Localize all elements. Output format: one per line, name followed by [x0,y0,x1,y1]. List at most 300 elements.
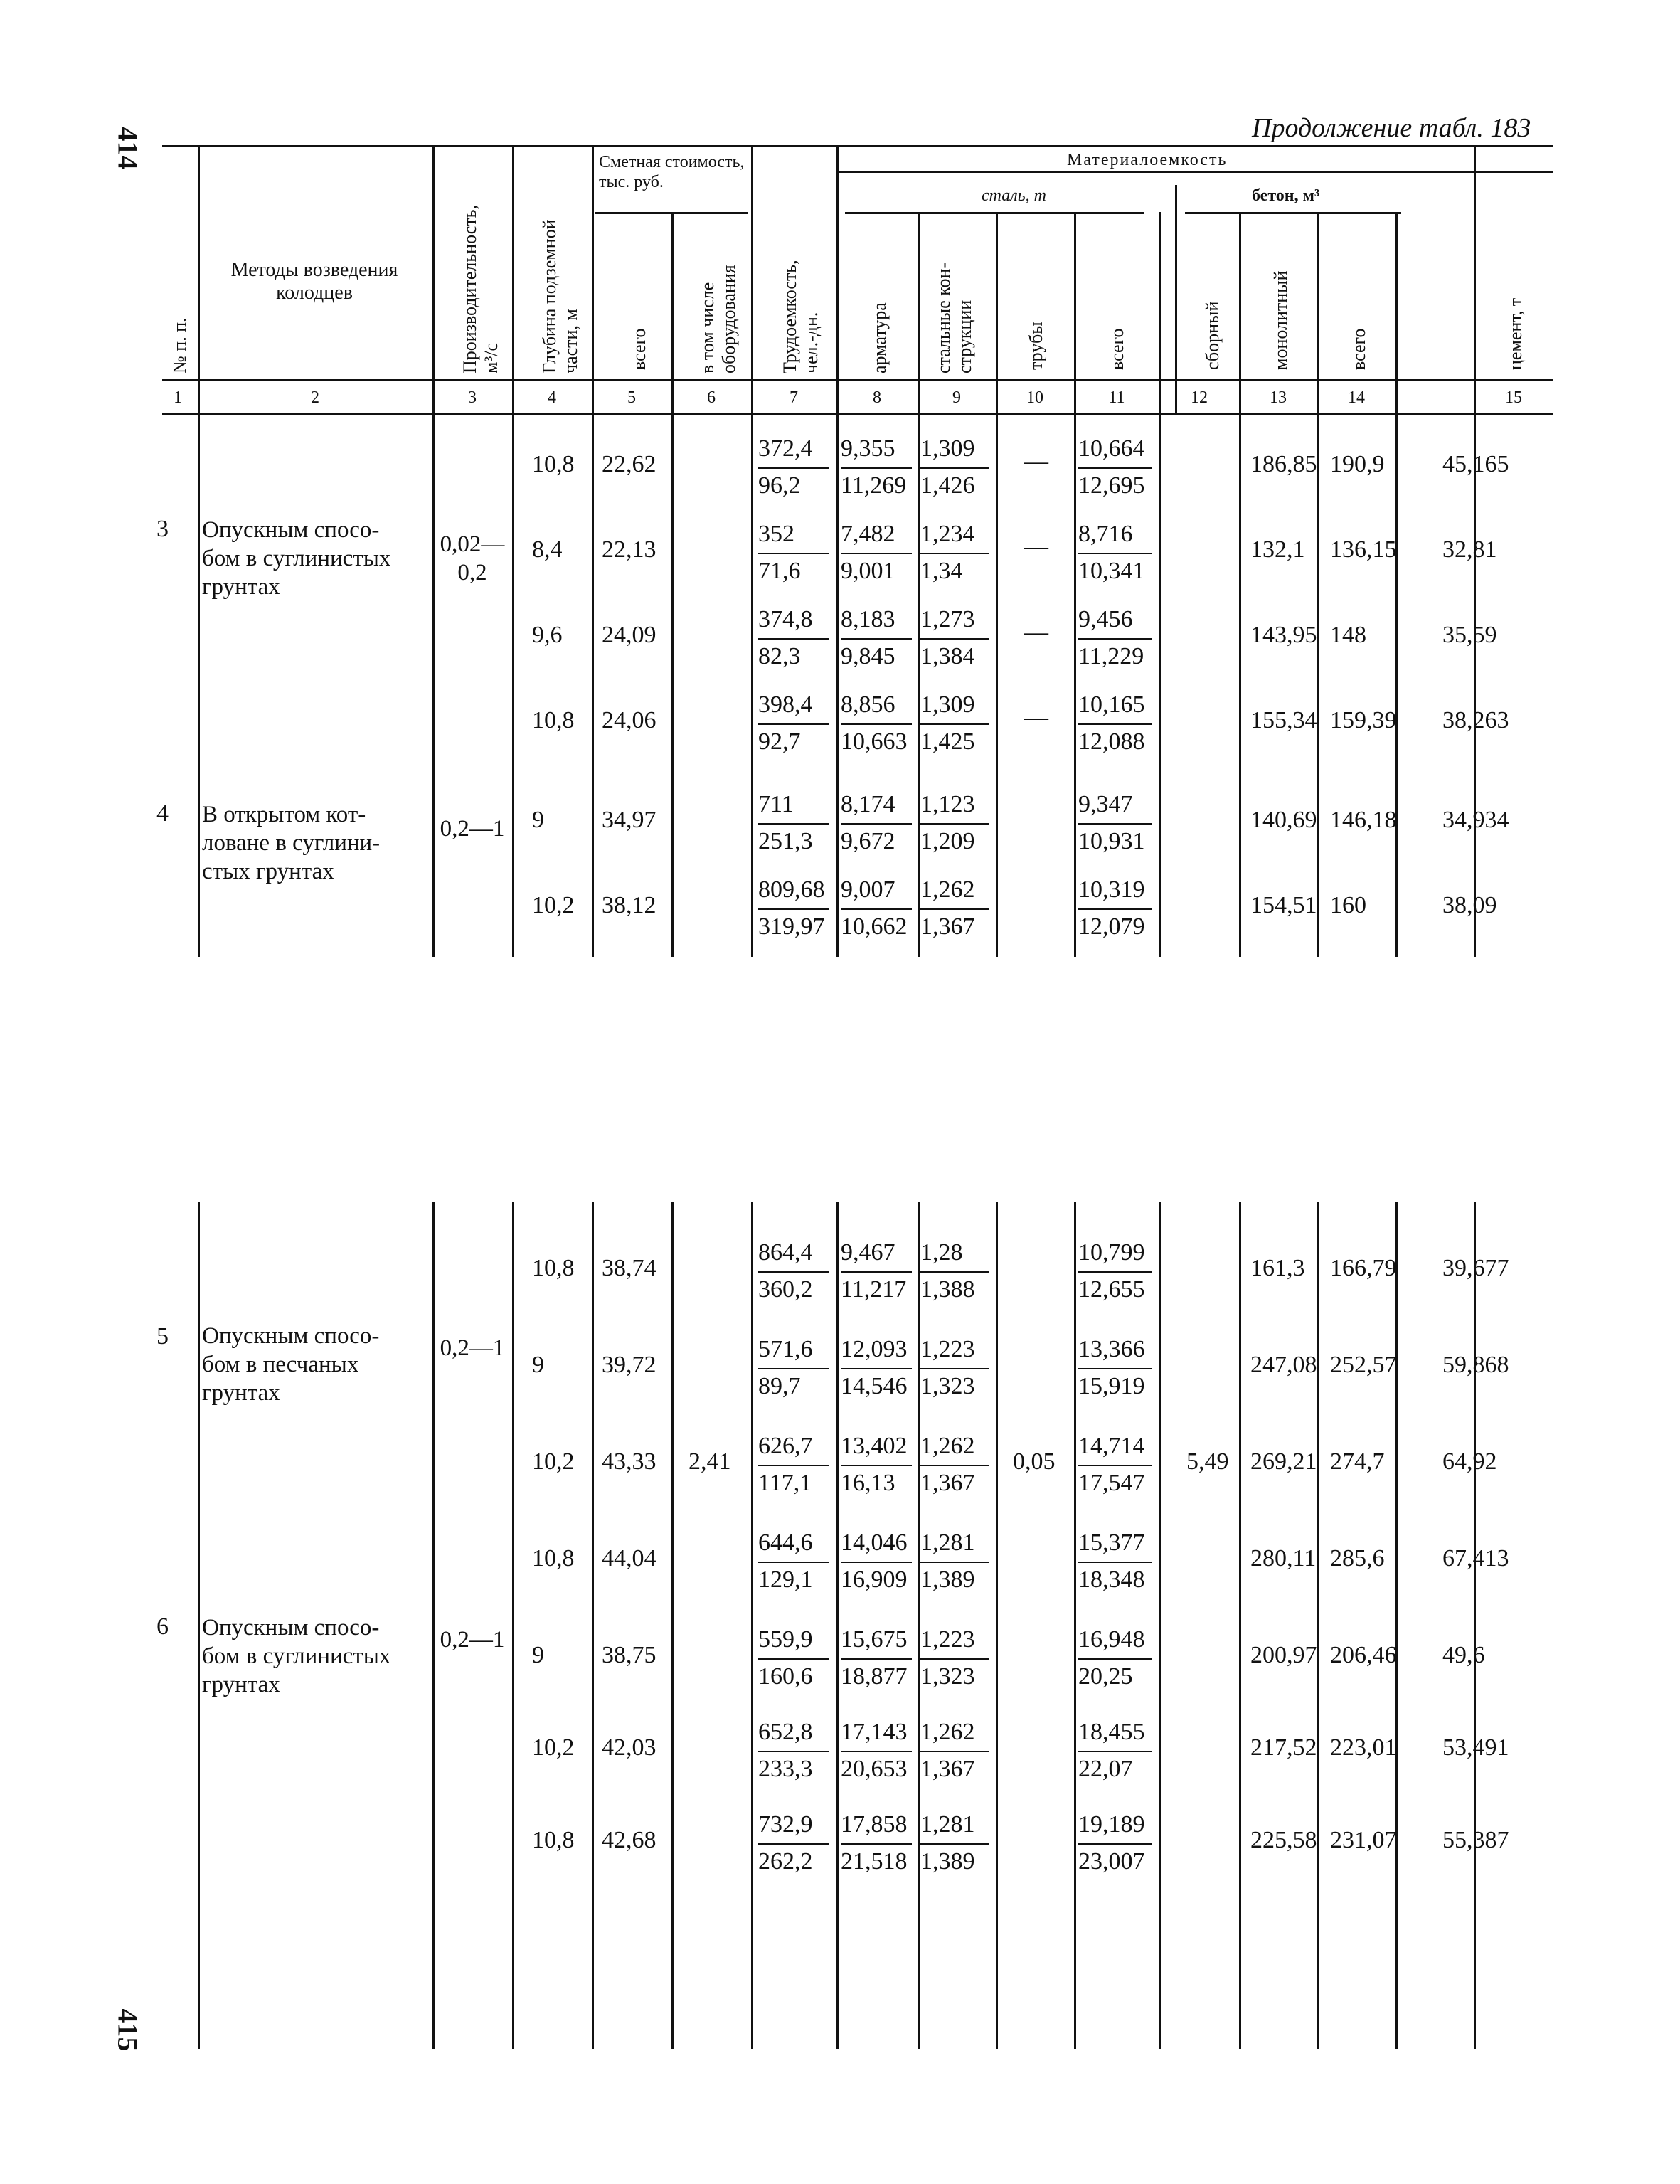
depth-value: 9 [532,807,544,833]
steel-structures-value-underline [920,467,989,469]
body-column-line [592,414,594,957]
concrete-total-value: 274,7 [1330,1448,1385,1475]
cost-value: 24,09 [602,622,656,648]
depth-value: 10,8 [532,1255,575,1281]
column-number: 13 [1270,388,1287,407]
steel-structures-value-underline [920,1562,989,1563]
body-column-line [1159,414,1161,957]
body-column-line [1395,414,1398,957]
cost-value: 24,06 [602,707,656,733]
steel-structures-value-bottom: 1,323 [920,1373,975,1399]
cement-value: 39,677 [1442,1255,1509,1281]
labor-value-underline [758,1658,829,1660]
header-divider [1239,212,1241,413]
productivity-value: 0,02— 0,2 [440,531,505,585]
column-number: 3 [468,388,477,407]
header-divider [198,145,200,413]
cost-value: 42,03 [602,1734,656,1761]
monolithic-value: 155,34 [1250,707,1317,733]
column-number: 6 [707,388,716,407]
body-column-line [1395,1202,1398,2049]
pipes-value: — [1024,704,1048,731]
steel-structures-value-bottom: 1,209 [920,828,975,854]
steel-total-value-underline [1078,553,1152,554]
labor-value-bottom: 251,3 [758,828,813,854]
header-divider [751,145,753,413]
reinforcement-value-top: 9,007 [841,876,895,903]
concrete-total-value: 136,15 [1330,536,1397,563]
steel-total-value-bottom: 12,695 [1078,472,1145,499]
column-number: 14 [1348,388,1365,407]
header-divider [1474,145,1476,413]
monolithic-value: 225,58 [1250,1827,1317,1853]
monolithic-value: 140,69 [1250,807,1317,833]
reinforcement-value-top: 7,482 [841,521,895,547]
steel-structures-value-underline [920,1465,989,1466]
labor-value-underline [758,1843,829,1845]
reinforcement-value-bottom: 9,845 [841,643,895,669]
labor-value-underline [758,1562,829,1563]
reinforcement-value-top: 14,046 [841,1530,908,1556]
header-divider [1395,212,1398,413]
reinforcement-value-bottom: 20,653 [841,1756,908,1782]
steel-structures-value-bottom: 1,388 [920,1276,975,1303]
header-steel-group: сталь, т [982,186,1046,205]
cement-value: 49,6 [1442,1642,1485,1668]
reinforcement-value-top: 13,402 [841,1433,908,1459]
reinforcement-value-underline [841,1658,912,1660]
body-column-line [1239,414,1241,957]
depth-value: 10,2 [532,1734,575,1761]
row-number: 3 [156,516,169,542]
reinforcement-value-top: 12,093 [841,1336,908,1362]
body-column-line [996,414,998,957]
labor-value-underline [758,1271,829,1273]
productivity-value: 0,2—1 [440,1627,505,1653]
concrete-total-value: 159,39 [1330,707,1397,733]
steel-total-value-underline [1078,638,1152,640]
reinforcement-value-underline [841,908,912,910]
monolithic-value: 280,11 [1250,1545,1317,1571]
steel-total-value-top: 14,714 [1078,1433,1145,1459]
cement-value: 32,81 [1442,536,1497,563]
concrete-total-value: 252,57 [1330,1352,1397,1378]
steel-structures-value-top: 1,309 [920,691,975,718]
page-number-bottom: 415 [112,2008,144,2052]
steel-total-value-bottom: 20,25 [1078,1663,1133,1690]
steel-rule [845,212,1144,214]
steel-total-value-underline [1078,1658,1152,1660]
monolithic-value: 200,97 [1250,1642,1317,1668]
steel-structures-value-bottom: 1,367 [920,1756,975,1782]
productivity-value: 0,2—1 [440,1335,505,1361]
header-productivity: Производительность, м³/с [459,204,501,373]
reinforcement-value-underline [841,823,912,825]
header-concrete-group: бетон, м³ [1252,186,1320,205]
cost-value: 42,68 [602,1827,656,1853]
concrete-total-value: 148 [1330,622,1366,648]
reinforcement-value-bottom: 9,672 [841,828,895,854]
steel-total-value-top: 15,377 [1078,1530,1145,1556]
steel-structures-value-underline [920,638,989,640]
labor-value-top: 571,6 [758,1336,813,1362]
monolithic-value: 143,95 [1250,622,1317,648]
labor-value-top: 711 [758,791,794,817]
labor-value-bottom: 262,2 [758,1848,813,1875]
labor-value-underline [758,1465,829,1466]
concrete-total-value: 223,01 [1330,1734,1397,1761]
productivity-value: 0,2—1 [440,816,505,842]
monolithic-value: 161,3 [1250,1255,1305,1281]
header-divider [432,145,435,413]
steel-structures-value-underline [920,1751,989,1752]
steel-total-value-top: 10,799 [1078,1239,1145,1266]
column-number: 8 [873,388,881,407]
steel-structures-value-top: 1,223 [920,1626,975,1653]
steel-total-value-top: 8,716 [1078,521,1133,547]
monolithic-value: 247,08 [1250,1352,1317,1378]
body-column-line [1239,1202,1241,2049]
steel-structures-value-bottom: 1,34 [920,558,963,584]
reinforcement-value-bottom: 14,546 [841,1373,908,1399]
steel-structures-value-bottom: 1,389 [920,1567,975,1593]
reinforcement-value-bottom: 11,217 [841,1276,907,1303]
reinforcement-value-top: 9,467 [841,1239,895,1266]
reinforcement-value-bottom: 18,877 [841,1663,908,1690]
steel-total-value-underline [1078,908,1152,910]
reinforcement-value-underline [841,723,912,725]
header-cost-group: Сметная стоимость, тыс. руб. [599,153,745,191]
depth-value: 10,8 [532,1545,575,1571]
labor-value-top: 864,4 [758,1239,813,1266]
column-number: 5 [627,388,636,407]
concrete-total-value: 160 [1330,892,1366,918]
table-caption: Продолжение табл. 183 [1252,113,1531,143]
body-column-line [198,414,200,957]
steel-structures-value-top: 1,123 [920,791,975,817]
cement-value: 35,59 [1442,622,1497,648]
steel-total-value-top: 16,948 [1078,1626,1145,1653]
body-column-line [1474,1202,1476,2049]
steel-structures-value-top: 1,262 [920,1433,975,1459]
labor-value-underline [758,908,829,910]
reinforcement-value-underline [841,1751,912,1752]
header-divider [1317,212,1319,413]
steel-structures-value-bottom: 1,425 [920,728,975,755]
pipes-value: — [1024,448,1048,475]
steel-total-value-top: 19,189 [1078,1811,1145,1838]
header-concrete-total: всего [1349,328,1369,370]
column-number: 4 [548,388,556,407]
monolithic-value: 269,21 [1250,1448,1317,1475]
labor-value-top: 809,68 [758,876,825,903]
labor-value-underline [758,1368,829,1369]
body-column-line [198,1202,200,2049]
labor-value-bottom: 160,6 [758,1663,813,1690]
steel-total-value-underline [1078,1368,1152,1369]
cement-value: 53,491 [1442,1734,1509,1761]
cost-value: 43,33 [602,1448,656,1475]
header-cost-total: всего [629,328,649,370]
page-number-top: 414 [112,127,144,170]
steel-total-value-top: 9,456 [1078,606,1133,632]
body-column-line [432,414,435,957]
cost-value: 22,13 [602,536,656,563]
header-bottom-rule [162,379,1553,381]
depth-value: 10,8 [532,1827,575,1853]
header-divider [1074,212,1076,413]
body-column-line [512,1202,514,2049]
reinforcement-value-underline [841,553,912,554]
steel-total-value-underline [1078,1751,1152,1752]
cement-value: 59,868 [1442,1352,1509,1378]
steel-total-value-underline [1078,723,1152,725]
labor-value-bottom: 360,2 [758,1276,813,1303]
steel-structures-value-underline [920,908,989,910]
steel-structures-value-underline [920,823,989,825]
column-number: 1 [174,388,182,407]
steel-total-value-underline [1078,1465,1152,1466]
body-column-line [432,1202,435,2049]
steel-structures-value-top: 1,234 [920,521,975,547]
steel-structures-value-underline [920,553,989,554]
cost-value: 38,75 [602,1642,656,1668]
labor-value-top: 732,9 [758,1811,813,1838]
cost-value: 34,97 [602,807,656,833]
steel-structures-value-bottom: 1,323 [920,1663,975,1690]
steel-structures-value-top: 1,309 [920,435,975,462]
steel-structures-value-top: 1,281 [920,1530,975,1556]
steel-total-value-bottom: 12,079 [1078,913,1145,940]
body-column-line [1317,1202,1319,2049]
monolithic-value: 186,85 [1250,451,1317,477]
concrete-total-value: 166,79 [1330,1255,1397,1281]
labor-value-bottom: 117,1 [758,1470,812,1496]
pipes-shared-value: 0,05 [1013,1448,1056,1475]
steel-total-value-bottom: 18,348 [1078,1567,1145,1593]
row-number: 4 [156,800,169,827]
header-steel-total: всего [1107,328,1127,370]
header-method: Методы возведения колодцев [230,259,398,304]
column-number: 2 [311,388,319,407]
monolithic-value: 154,51 [1250,892,1317,918]
steel-structures-value-bottom: 1,426 [920,472,975,499]
labor-value-top: 374,8 [758,606,813,632]
column-number: 7 [790,388,798,407]
steel-structures-value-underline [920,1271,989,1273]
steel-total-value-underline [1078,467,1152,469]
steel-structures-value-bottom: 1,384 [920,643,975,669]
concrete-total-value: 231,07 [1330,1827,1397,1853]
pipes-value: — [1024,534,1048,560]
body-column-line [836,1202,839,2049]
labor-value-bottom: 233,3 [758,1756,813,1782]
steel-total-value-bottom: 17,547 [1078,1470,1145,1496]
header-cost-equipment: в том числе оборудования [697,265,739,373]
reinforcement-value-underline [841,467,912,469]
steel-total-value-bottom: 10,931 [1078,828,1145,854]
column-number: 9 [952,388,961,407]
labor-value-top: 372,4 [758,435,813,462]
body-column-line [512,414,514,957]
reinforcement-value-top: 17,143 [841,1719,908,1745]
steel-structures-value-top: 1,273 [920,606,975,632]
labor-value-underline [758,553,829,554]
body-column-line [671,1202,674,2049]
equipment-shared-value: 2,41 [689,1448,731,1475]
header-reinforcement: арматура [869,302,890,373]
steel-structures-value-bottom: 1,367 [920,1470,975,1496]
body-column-line [1074,414,1076,957]
reinforcement-value-top: 8,856 [841,691,895,718]
reinforcement-value-underline [841,638,912,640]
method-text: Опускным спосо- бом в песчаных грунтах [202,1323,380,1406]
reinforcement-value-underline [841,1562,912,1563]
cost-value: 39,72 [602,1352,656,1378]
header-labor: Трудоемкость, чел.-дн. [780,260,822,373]
depth-value: 8,4 [532,536,563,563]
steel-total-value-bottom: 22,07 [1078,1756,1133,1782]
steel-total-value-top: 13,366 [1078,1336,1145,1362]
body-column-line [1074,1202,1076,2049]
header-divider [592,145,594,413]
labor-value-bottom: 96,2 [758,472,801,499]
header-divider [918,212,920,413]
steel-structures-value-top: 1,223 [920,1336,975,1362]
labor-value-underline [758,723,829,725]
concrete-total-value: 206,46 [1330,1642,1397,1668]
steel-structures-value-bottom: 1,389 [920,1848,975,1875]
steel-total-value-top: 18,455 [1078,1719,1145,1745]
steel-total-value-bottom: 23,007 [1078,1848,1145,1875]
steel-structures-value-top: 1,281 [920,1811,975,1838]
header-cement: цемент, т [1505,297,1526,370]
row-number: 5 [156,1323,169,1350]
reinforcement-value-bottom: 21,518 [841,1848,908,1875]
steel-structures-value-underline [920,1658,989,1660]
steel-structures-value-top: 1,262 [920,876,975,903]
labor-value-bottom: 71,6 [758,558,801,584]
column-number: 10 [1026,388,1043,407]
steel-total-value-top: 10,165 [1078,691,1145,718]
method-text: Опускным спосо- бом в суглинистых грунтах [202,517,391,600]
body-column-line [836,414,839,957]
reinforcement-value-bottom: 10,662 [841,913,908,940]
header-divider [1175,185,1177,413]
reinforcement-value-top: 8,174 [841,791,895,817]
body-column-line [918,414,920,957]
cement-value: 38,09 [1442,892,1497,918]
column-number: 11 [1108,388,1125,407]
cement-value: 34,934 [1442,807,1509,833]
header-materials: Материалоемкость [1067,151,1228,169]
labor-value-top: 398,4 [758,691,813,718]
steel-total-value-top: 9,347 [1078,791,1133,817]
header-divider [671,212,674,413]
depth-value: 9,6 [532,622,563,648]
steel-structures-value-top: 1,28 [920,1239,963,1266]
header-divider [996,212,998,413]
depth-value: 9 [532,1352,544,1378]
reinforcement-value-bottom: 9,001 [841,558,895,584]
steel-total-value-bottom: 10,341 [1078,558,1145,584]
body-column-line [671,414,674,957]
steel-total-value-bottom: 12,655 [1078,1276,1145,1303]
cement-value: 55,387 [1442,1827,1509,1853]
prefab-shared-value: 5,49 [1186,1448,1229,1475]
concrete-total-value: 146,18 [1330,807,1397,833]
labor-value-underline [758,1751,829,1752]
reinforcement-value-top: 8,183 [841,606,895,632]
labor-value-top: 352 [758,521,794,547]
header-steel-structures: стальные кон- струкции [933,262,975,373]
steel-total-value-bottom: 11,229 [1078,643,1144,669]
labor-value-bottom: 129,1 [758,1567,813,1593]
reinforcement-value-underline [841,1368,912,1369]
method-text: Опускным спосо- бом в суглинистых грунтах [202,1615,391,1697]
body-column-line [592,1202,594,2049]
body-column-line [1317,414,1319,957]
header-monolithic: монолитный [1270,270,1291,370]
depth-value: 10,2 [532,892,575,918]
labor-value-bottom: 319,97 [758,913,825,940]
materials-rule [836,171,1553,173]
steel-total-value-underline [1078,1562,1152,1563]
steel-structures-value-underline [920,1368,989,1369]
steel-total-value-bottom: 12,088 [1078,728,1145,755]
body-column-line [1474,414,1476,957]
steel-structures-value-bottom: 1,367 [920,913,975,940]
reinforcement-value-bottom: 11,269 [841,472,907,499]
depth-value: 10,2 [532,1448,575,1475]
reinforcement-value-underline [841,1271,912,1273]
labor-value-top: 652,8 [758,1719,813,1745]
body-column-line [918,1202,920,2049]
header-depth: Глубина подземной части, м [539,219,581,373]
steel-total-value-bottom: 15,919 [1078,1373,1145,1399]
body-column-line [1159,1202,1161,2049]
body-column-line [751,414,753,957]
body-column-line [996,1202,998,2049]
cost-value: 38,74 [602,1255,656,1281]
reinforcement-value-underline [841,1843,912,1845]
header-prefab: сборный [1202,301,1223,370]
column-number-rule [162,413,1553,415]
labor-value-underline [758,638,829,640]
row-number: 6 [156,1613,169,1640]
cost-value: 22,62 [602,451,656,477]
cost-value: 44,04 [602,1545,656,1571]
column-number: 12 [1191,388,1208,407]
labor-value-bottom: 82,3 [758,643,801,669]
header-divider [1159,212,1161,413]
labor-value-top: 559,9 [758,1626,813,1653]
monolithic-value: 217,52 [1250,1734,1317,1761]
labor-value-top: 626,7 [758,1433,813,1459]
method-text: В открытом кот- ловане в суглини- стых грунтах [202,802,381,884]
steel-total-value-underline [1078,823,1152,825]
concrete-rule [1185,212,1401,214]
depth-value: 10,8 [532,707,575,733]
depth-value: 9 [532,1642,544,1668]
reinforcement-value-top: 15,675 [841,1626,908,1653]
header-divider [836,145,839,413]
cement-value: 67,413 [1442,1545,1509,1571]
labor-value-underline [758,467,829,469]
header-num: № п. п. [169,317,190,373]
reinforcement-value-top: 9,355 [841,435,895,462]
steel-structures-value-underline [920,1843,989,1845]
